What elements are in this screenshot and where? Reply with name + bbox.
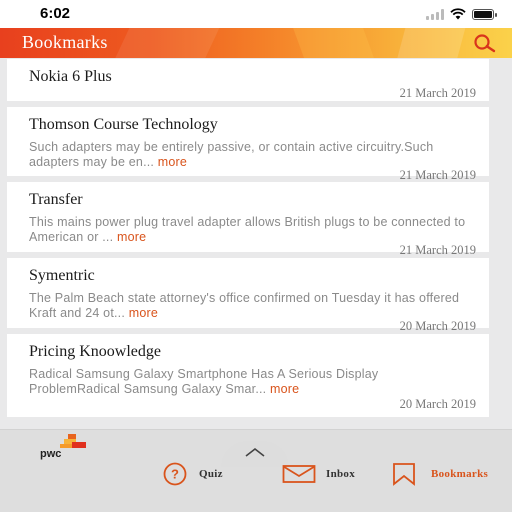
bookmark-title: Thomson Course Technology (29, 116, 218, 133)
bookmark-list (7, 59, 489, 423)
bookmark-card[interactable] (7, 107, 489, 182)
bookmark-description-text: The Palm Beach state attorney's office confirmed on Tuesday it has offered Kraft and 24 ot... (29, 291, 460, 320)
pwc-logo (38, 434, 90, 464)
app-header (0, 28, 512, 58)
bookmark-description (29, 367, 481, 397)
envelope-icon (282, 464, 316, 484)
bookmark-card[interactable] (7, 258, 489, 333)
more-link[interactable]: more (157, 155, 188, 169)
bookmark-card[interactable] (7, 59, 489, 101)
tab-bookmarks[interactable] (390, 462, 488, 486)
chevron-up-icon (245, 447, 265, 457)
bookmark-description (29, 215, 481, 245)
signal-icon (426, 9, 444, 20)
bookmark-description (29, 291, 481, 321)
search-icon (470, 32, 498, 54)
pwc-logo-text: pwc (40, 448, 62, 460)
more-link[interactable]: more (128, 306, 158, 320)
wifi-icon (450, 8, 466, 20)
bookmark-card[interactable] (7, 182, 489, 257)
bookmark-title: Nokia 6 Plus (29, 68, 112, 85)
bookmark-date: 21 March 2019 (399, 243, 476, 257)
bookmark-description-text: This mains power plug travel adapter allows British plugs to be connected to American or ... (29, 215, 466, 244)
tab-inbox[interactable] (282, 464, 355, 484)
status-time: 6:02 (40, 5, 71, 22)
bookmark-title: Pricing Knoowledge (29, 343, 161, 360)
bookmark-description (29, 140, 481, 170)
question-circle-icon (159, 462, 191, 486)
bookmark-description-text: Such adapters may be entirely passive, or contain active circuitry.Such adapters may be en... (29, 140, 434, 169)
bookmark-date: 20 March 2019 (399, 397, 476, 411)
bookmark-card[interactable] (7, 334, 489, 417)
svg-text:?: ? (171, 466, 179, 482)
more-link[interactable]: more (116, 230, 147, 244)
bookmark-icon (390, 462, 418, 486)
bookmark-description-text: Radical Samsung Galaxy Smartphone Has A Serious Display ProblemRadical Samsung Galaxy Smar... (29, 367, 379, 396)
tab-label: Quiz (199, 468, 223, 480)
battery-icon (472, 9, 494, 20)
bookmark-title: Transfer (29, 191, 83, 208)
tab-label: Inbox (326, 468, 356, 480)
bookmark-date: 21 March 2019 (399, 168, 476, 182)
tab-label: Bookmarks (431, 468, 489, 480)
bookmark-date: 21 March 2019 (399, 86, 476, 100)
search-button[interactable] (470, 32, 498, 54)
bookmark-title: Symentric (29, 267, 95, 284)
more-link[interactable]: more (270, 382, 300, 396)
page-title: Bookmarks (22, 32, 108, 52)
bookmark-date: 20 March 2019 (399, 319, 476, 333)
tab-quiz[interactable] (159, 462, 223, 486)
status-icons (426, 8, 494, 20)
status-bar (0, 0, 512, 28)
